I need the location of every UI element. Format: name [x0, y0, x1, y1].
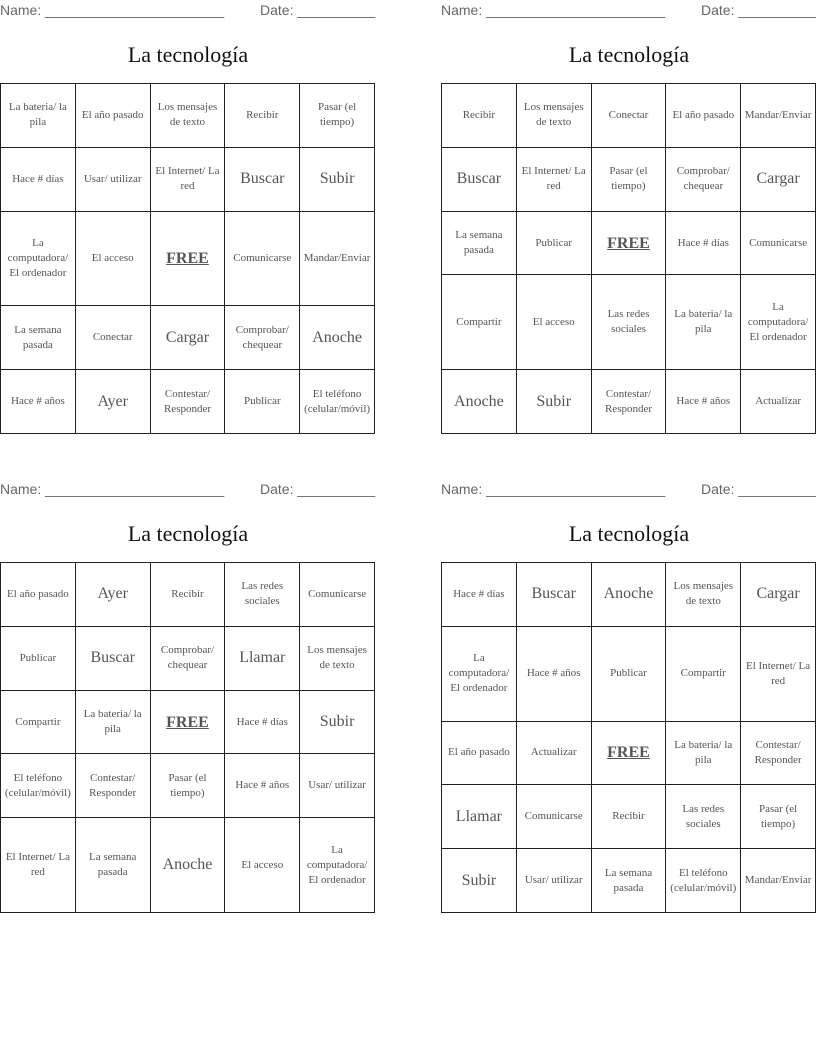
- bingo-cell: Buscar: [75, 626, 150, 690]
- grid-row: [442, 370, 816, 434]
- grid-row: [442, 563, 816, 627]
- bingo-cell: Buscar: [442, 147, 517, 211]
- bingo-cell: Pasar (el tiempo): [150, 754, 225, 818]
- bingo-cell: Cargar: [741, 147, 816, 211]
- grid-row: [1, 818, 375, 913]
- name-date-row: [441, 481, 816, 499]
- grid-row: [1, 563, 375, 627]
- bingo-cell: La computadora/ El ordenador: [300, 818, 375, 913]
- grid-row: [1, 754, 375, 818]
- bingo-cell: La bateria/ la pila: [1, 84, 76, 148]
- bingo-cell: El acceso: [225, 818, 300, 913]
- bingo-cell: Conectar: [591, 84, 666, 148]
- bingo-cell: Conectar: [75, 306, 150, 370]
- bingo-cell: Llamar: [225, 626, 300, 690]
- bingo-cell: Pasar (el tiempo): [741, 785, 816, 849]
- bingo-cell: Ayer: [75, 370, 150, 434]
- bingo-cell: Cargar: [150, 306, 225, 370]
- name-line: Name: _______________________: [441, 481, 666, 497]
- grid-row: [1, 84, 375, 148]
- name-line: Name: _______________________: [0, 481, 225, 497]
- bingo-cell: El Internet/ La red: [1, 818, 76, 913]
- bingo-cell: La semana pasada: [75, 818, 150, 913]
- date-line: Date: __________: [260, 481, 376, 497]
- grid-row: [442, 275, 816, 370]
- bingo-cell: Hace # días: [666, 211, 741, 275]
- bingo-cell: Recibir: [591, 785, 666, 849]
- bingo-cell: Ayer: [75, 563, 150, 627]
- date-line: Date: __________: [701, 481, 816, 497]
- bingo-cell: Compartir: [442, 275, 517, 370]
- bingo-cell: El año pasado: [666, 84, 741, 148]
- name-line: Name: _______________________: [0, 2, 225, 18]
- bingo-card-3: [0, 479, 376, 913]
- bingo-cell: El acceso: [516, 275, 591, 370]
- bingo-cell: Subir: [516, 370, 591, 434]
- bingo-cell: Publicar: [516, 211, 591, 275]
- bingo-cell: Pasar (el tiempo): [300, 84, 375, 148]
- bingo-cell: La bateria/ la pila: [75, 690, 150, 754]
- bingo-cell: La bateria/ la pila: [666, 721, 741, 785]
- bingo-cell: Publicar: [591, 626, 666, 721]
- bingo-cell: Comprobar/ chequear: [666, 147, 741, 211]
- bingo-cell: El Internet/ La red: [516, 147, 591, 211]
- bingo-cell: Comunicarse: [225, 211, 300, 306]
- bingo-cell: El teléfono (celular/móvil): [666, 849, 741, 913]
- bingo-cell: La bateria/ la pila: [666, 275, 741, 370]
- free-space: FREE: [150, 690, 225, 754]
- bingo-cell: La computadora/ El ordenador: [442, 626, 517, 721]
- card-title: La tecnología: [568, 42, 690, 67]
- bingo-cell: Usar/ utilizar: [300, 754, 375, 818]
- bingo-cell: Contestar/ Responder: [150, 370, 225, 434]
- bingo-cell: Comprobar/ chequear: [225, 306, 300, 370]
- bingo-cell: La computadora/ El ordenador: [741, 275, 816, 370]
- bingo-cell: El año pasado: [1, 563, 76, 627]
- bingo-card-4: [441, 479, 816, 913]
- bingo-cell: Comunicarse: [516, 785, 591, 849]
- bingo-cell: Anoche: [591, 563, 666, 627]
- grid-row: [442, 849, 816, 913]
- bingo-cell: La computadora/ El ordenador: [1, 211, 76, 306]
- card-title: La tecnología: [568, 521, 690, 546]
- bingo-cell: Los mensajes de texto: [666, 563, 741, 627]
- grid-row: [442, 721, 816, 785]
- grid-row: [1, 147, 375, 211]
- date-line: Date: __________: [260, 2, 376, 18]
- bingo-cell: Compartir: [1, 690, 76, 754]
- bingo-cell: Usar/ utilizar: [516, 849, 591, 913]
- grid-row: [442, 84, 816, 148]
- grid-row: [1, 690, 375, 754]
- card-title: La tecnología: [127, 42, 249, 67]
- bingo-cell: El acceso: [75, 211, 150, 306]
- bingo-grid: [441, 83, 816, 434]
- bingo-cell: Hace # días: [225, 690, 300, 754]
- bingo-cell: Comprobar/ chequear: [150, 626, 225, 690]
- bingo-cell: Comunicarse: [300, 563, 375, 627]
- bingo-cell: Los mensajes de texto: [516, 84, 591, 148]
- bingo-cell: Llamar: [442, 785, 517, 849]
- bingo-cell: Mandar/Enviar: [741, 849, 816, 913]
- bingo-cell: El año pasado: [442, 721, 517, 785]
- date-line: Date: __________: [701, 2, 816, 18]
- bingo-cell: Buscar: [225, 147, 300, 211]
- bingo-cell: Compartir: [666, 626, 741, 721]
- bingo-cell: Recibir: [442, 84, 517, 148]
- bingo-cell: Hace # años: [1, 370, 76, 434]
- grid-row: [442, 211, 816, 275]
- bingo-cell: El año pasado: [75, 84, 150, 148]
- bingo-cell: Usar/ utilizar: [75, 147, 150, 211]
- grid-row: [1, 370, 375, 434]
- bingo-cell: Anoche: [442, 370, 517, 434]
- bingo-cell: Subir: [442, 849, 517, 913]
- grid-row: [1, 306, 375, 370]
- bingo-cell: La semana pasada: [442, 211, 517, 275]
- bingo-cell: Las redes sociales: [225, 563, 300, 627]
- bingo-cell: Hace # años: [516, 626, 591, 721]
- bingo-cell: Mandar/Enviar: [300, 211, 375, 306]
- name-date-row: [0, 481, 376, 499]
- free-space: FREE: [150, 211, 225, 306]
- bingo-cell: Subir: [300, 690, 375, 754]
- bingo-cell: Buscar: [516, 563, 591, 627]
- bingo-cell: Actualizar: [741, 370, 816, 434]
- bingo-cell: El teléfono (celular/móvil): [300, 370, 375, 434]
- bingo-cell: Hace # días: [442, 563, 517, 627]
- bingo-grid: [0, 562, 375, 913]
- bingo-cell: Hace # días: [1, 147, 76, 211]
- bingo-cell: Anoche: [300, 306, 375, 370]
- grid-row: [442, 785, 816, 849]
- bingo-cell: Las redes sociales: [591, 275, 666, 370]
- bingo-cell: El Internet/ La red: [741, 626, 816, 721]
- bingo-cell: Los mensajes de texto: [150, 84, 225, 148]
- bingo-cell: Pasar (el tiempo): [591, 147, 666, 211]
- bingo-cell: Hace # años: [666, 370, 741, 434]
- bingo-cell: La semana pasada: [591, 849, 666, 913]
- bingo-cell: Publicar: [1, 626, 76, 690]
- bingo-cell: La semana pasada: [1, 306, 76, 370]
- name-date-row: [0, 2, 376, 20]
- bingo-cell: Recibir: [225, 84, 300, 148]
- bingo-cell: Hace # años: [225, 754, 300, 818]
- bingo-grid: [0, 83, 375, 434]
- bingo-cell: Contestar/ Responder: [591, 370, 666, 434]
- bingo-cell: El Internet/ La red: [150, 147, 225, 211]
- bingo-cell: Anoche: [150, 818, 225, 913]
- bingo-card-1: [0, 0, 376, 434]
- free-space: FREE: [591, 721, 666, 785]
- bingo-cell: Comunicarse: [741, 211, 816, 275]
- card-title: La tecnología: [127, 521, 249, 546]
- grid-row: [1, 211, 375, 306]
- bingo-cell: Mandar/Enviar: [741, 84, 816, 148]
- bingo-card-2: [441, 0, 816, 434]
- bingo-cell: Los mensajes de texto: [300, 626, 375, 690]
- bingo-cell: Contestar/ Responder: [75, 754, 150, 818]
- grid-row: [442, 147, 816, 211]
- grid-row: [1, 626, 375, 690]
- bingo-cell: Recibir: [150, 563, 225, 627]
- grid-row: [442, 626, 816, 721]
- bingo-cell: Contestar/ Responder: [741, 721, 816, 785]
- bingo-grid: [441, 562, 816, 913]
- bingo-cell: Publicar: [225, 370, 300, 434]
- free-space: FREE: [591, 211, 666, 275]
- bingo-cell: Las redes sociales: [666, 785, 741, 849]
- name-line: Name: _______________________: [441, 2, 666, 18]
- bingo-cell: El teléfono (celular/móvil): [1, 754, 76, 818]
- bingo-cell: Cargar: [741, 563, 816, 627]
- name-date-row: [441, 2, 816, 20]
- bingo-cell: Subir: [300, 147, 375, 211]
- bingo-cell: Actualizar: [516, 721, 591, 785]
